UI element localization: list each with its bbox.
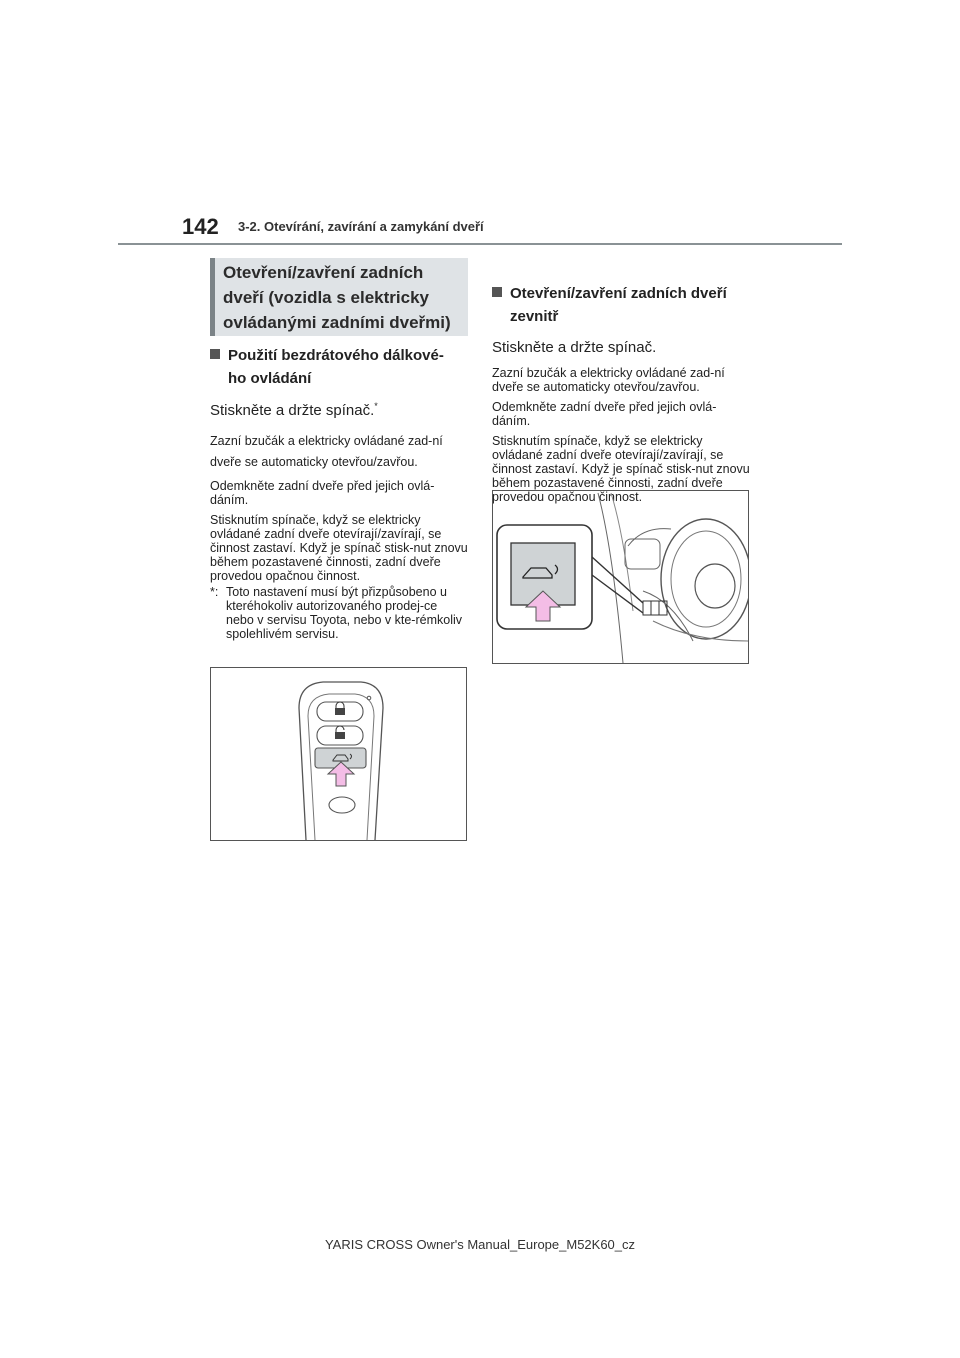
- paragraph: Stisknutím spínače, když se elektricky ovládané zadní dveře otevírají/zavírají, se činnost zastaví. Když je spínač stisk-nut znovu během pozastavené činnosti, zadní dveře provedou opačnou činnost.: [210, 513, 468, 583]
- title-accent-bar: [210, 258, 215, 336]
- body-text: [492, 366, 750, 504]
- section-header: 3-2. Otevírání, zavírání a zamykání dveří: [238, 219, 484, 234]
- footnote: [210, 585, 468, 641]
- instruction: Stiskněte a držte spínač.: [492, 339, 657, 356]
- dashboard-switch-figure: [492, 490, 749, 664]
- paragraph: Odemkněte zadní dveře před jejich ovlá-dáním.: [210, 479, 435, 507]
- footnote-marker: *:: [210, 585, 219, 599]
- key-fob-illustration-icon: [211, 668, 466, 840]
- footnote-text: Toto nastavení musí být přizpůsobeno u kteréhokoliv autorizovaného prodej-ce nebo v servisu Toyota, nebo v kte-rémkoliv spolehlivém servisu.: [226, 585, 462, 641]
- left-column: [210, 344, 468, 641]
- paragraph: Odemkněte zadní dveře před jejich ovlá-dáním.: [492, 400, 717, 428]
- page-footer: YARIS CROSS Owner's Manual_Europe_M52K60_cz: [324, 1237, 636, 1252]
- square-bullet-icon: [492, 287, 502, 297]
- instruction-text: Stiskněte a držte spínač.: [210, 402, 375, 419]
- subheading-line-1: Otevření/zavření zadních dveří: [510, 285, 727, 302]
- subheading-line-2: zevnitř: [510, 308, 559, 325]
- paragraph: Zazní bzučák a elektricky ovládané zad-ní dveře se automaticky otevřou/zavřou.: [210, 434, 443, 469]
- subheading-line-2: ho ovládání: [228, 370, 312, 387]
- square-bullet-icon: [210, 349, 220, 359]
- key-fob-figure: [210, 667, 467, 841]
- section-title: Otevření/zavření zadních dveří (vozidla s elektricky ovládanými zadními dveřmi): [223, 263, 451, 332]
- right-column: [492, 282, 750, 510]
- instruction: [210, 401, 468, 419]
- page-number: 142: [182, 214, 219, 239]
- body-text: [210, 431, 468, 583]
- footnote-ref: *: [374, 401, 378, 411]
- paragraph: Stisknutím spínače, když se elektricky ovládané zadní dveře otevírají/zavírají, se činnost zastaví. Když je spínač stisk-nut znovu během pozastavené činnosti, zadní dveře provedou opačnou činnost.: [492, 434, 750, 504]
- subheading-inside: [492, 282, 750, 328]
- header-divider: [118, 243, 842, 245]
- dashboard-switch-illustration-icon: [493, 491, 748, 663]
- section-title-box: [210, 258, 468, 336]
- subheading-line-1: Použití bezdrátového dálkové-: [228, 347, 444, 364]
- subheading-remote: [210, 344, 468, 390]
- paragraph: Zazní bzučák a elektricky ovládané zad-ní dveře se automaticky otevřou/zavřou.: [492, 366, 725, 394]
